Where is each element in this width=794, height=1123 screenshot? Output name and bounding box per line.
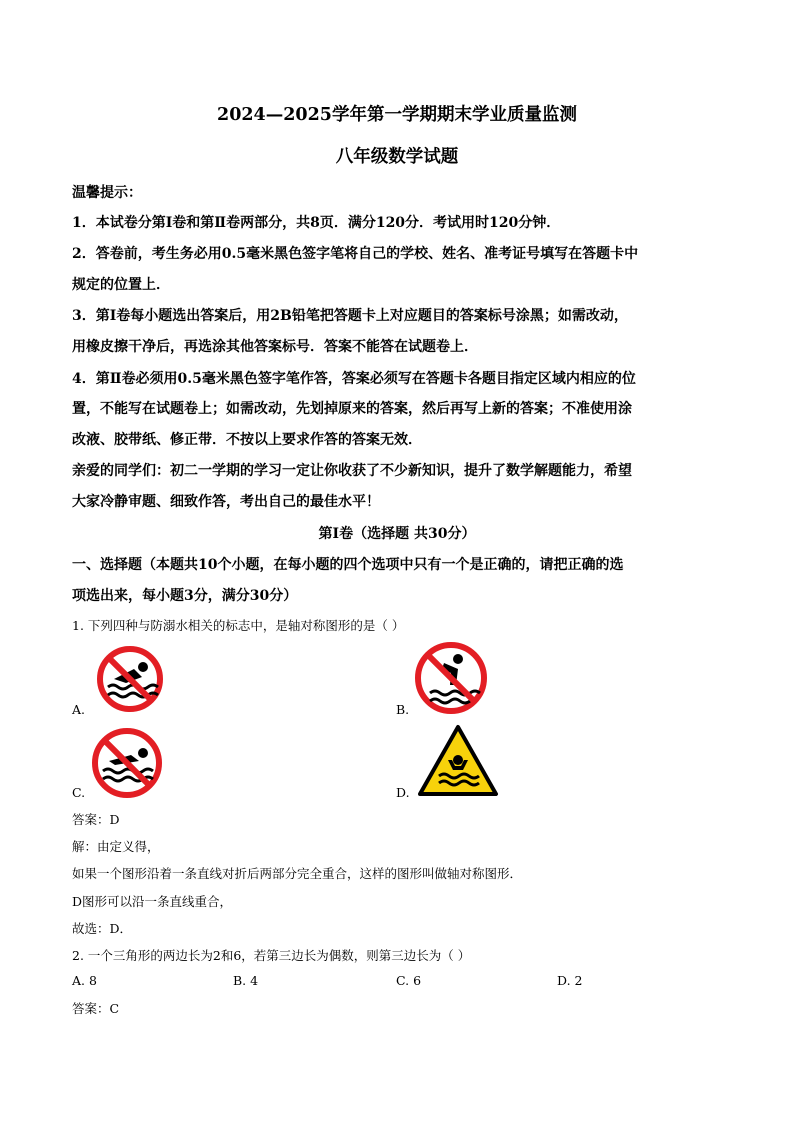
exam-title: 2024—2025学年第一学期期末学业质量监测	[217, 105, 577, 125]
tips-heading: 温馨提示：	[72, 185, 142, 201]
q2-option-b: B. 4	[233, 973, 259, 988]
q2-option-a: A. 8	[72, 973, 97, 988]
drowning-warning-sign-icon	[417, 724, 499, 798]
tips-line: 改液、胶带纸、修正带．不按以上要求作答的答案无效．	[72, 432, 422, 448]
solution-line: 如果一个图形沿着一条直线对折后两部分完全重合，这样的图形叫做轴对称图形．	[72, 866, 523, 881]
section-title: 第Ⅰ卷（选择题 共30分）	[318, 526, 476, 542]
solution-line: D图形可以沿一条直线重合，	[72, 894, 233, 909]
tips-line: 2．答卷前，考生务必用0.5毫米黑色签字笔将自己的学校、姓名、准考证号填写在答题卡中	[72, 246, 639, 262]
exam-subtitle: 八年级数学试题	[335, 147, 459, 167]
no-swimming-sign-icon	[91, 727, 163, 799]
tips-line: 1．本试卷分第Ⅰ卷和第Ⅱ卷两部分，共8页．满分120分．考试用时120分钟．	[72, 215, 561, 231]
option-c-label: C.	[72, 785, 86, 800]
tips-line: 用橡皮擦干净后，再选涂其他答案标号．答案不能答在试题卷上．	[72, 339, 478, 355]
tips-line: 3．第Ⅰ卷每小题选出答案后，用2B铅笔把答题卡上对应题目的答案标号涂黑；如需改动，	[72, 308, 628, 324]
no-swimming-sign-icon	[96, 645, 164, 713]
no-diving-sign-icon	[414, 641, 488, 715]
question-1-answer: 答案：D	[72, 812, 120, 827]
q2-option-c: C. 6	[396, 973, 422, 988]
tips-line: 亲爱的同学们：初二一学期的学习一定让你收获了不少新知识，提升了数学解题能力，希望	[72, 463, 632, 479]
tips-line: 规定的位置上．	[72, 277, 170, 293]
tips-line: 4．第Ⅱ卷必须用0.5毫米黑色签字笔作答，答案必须写在答题卡各题目指定区域内相应的位	[72, 371, 636, 387]
option-d-label: D.	[396, 785, 410, 800]
tips-line: 置，不能写在试题卷上；如需改动，先划掉原来的答案，然后再写上新的答案；不准使用涂	[72, 401, 632, 417]
tips-line: 大家冷静审题、细致作答，考出自己的最佳水平！	[72, 494, 380, 510]
section-desc: 一、选择题（本题共10个小题，在每小题的四个选项中只有一个是正确的，请把正确的选	[72, 557, 624, 573]
option-b-label: B.	[396, 702, 410, 717]
question-2-answer: 答案：C	[72, 1001, 120, 1016]
question-1-stem: 1. 下列四种与防溺水相关的标志中，是轴对称图形的是（ ）	[72, 618, 405, 633]
q2-option-d: D. 2	[557, 973, 583, 988]
solution-line: 故选：D．	[72, 921, 133, 936]
question-2-stem: 2. 一个三角形的两边长为2和6，若第三边长为偶数，则第三边长为（ ）	[72, 948, 471, 963]
option-a-label: A.	[72, 702, 86, 717]
section-desc: 项选出来，每小题3分，满分30分）	[72, 588, 298, 604]
solution-line: 解：由定义得，	[72, 839, 160, 854]
